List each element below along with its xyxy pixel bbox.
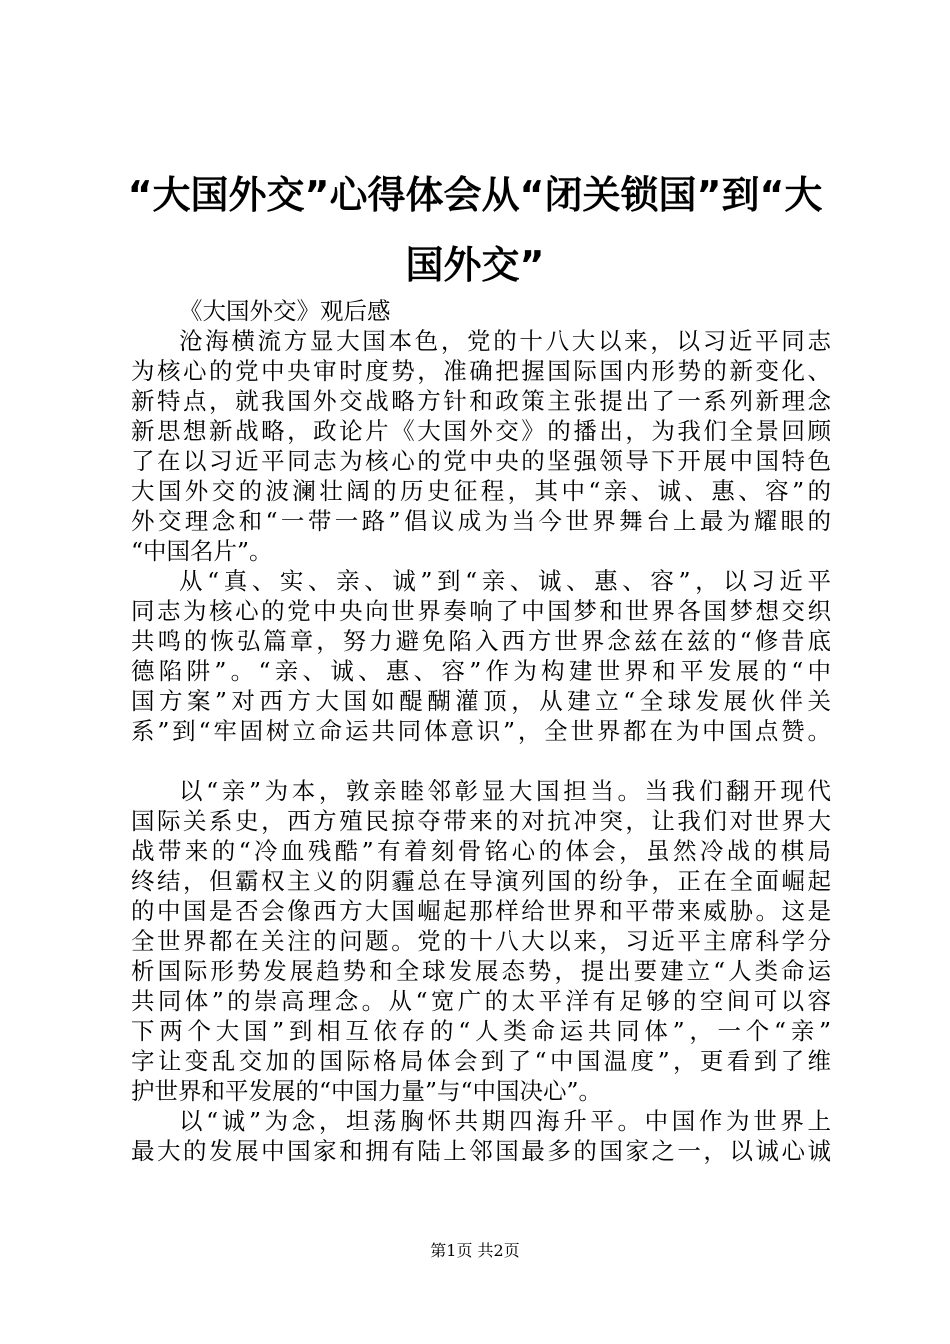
paragraph-line: 以“亲”为本，敦亲睦邻彰显大国担当。当我们翻开现代 [179, 777, 831, 805]
paragraph-line: 护世界和平发展的“中国力量”与“中国决心”。 [131, 1077, 603, 1105]
paragraph-3 [131, 776, 831, 1106]
paragraph-line: 终结，但霸权主义的阴霾总在导演列国的纷争，正在全面崛起 [131, 867, 831, 895]
paragraph-line: 下两个大国”到相互依存的“人类命运共同体”，一个“亲” [131, 1017, 831, 1045]
paragraph-line: 战带来的“冷血残酷”有着刻骨铭心的体会，虽然冷战的棋局 [131, 837, 831, 865]
paragraph-line: “中国名片”。 [131, 537, 273, 565]
page-number: 第1页 共2页 [430, 1241, 520, 1260]
paragraph-4 [131, 1106, 831, 1166]
paragraph-line: 系”到“牢固树立命运共同体意识”，全世界都在为中国点赞。 [131, 717, 831, 745]
paragraph-line: 了在以习近平同志为核心的党中央的坚强领导下开展中国特色 [131, 447, 831, 475]
title-line-2: 国外交” [405, 243, 545, 287]
paragraph-1 [131, 326, 831, 566]
paragraph-line: 共鸣的恢弘篇章，努力避免陷入西方世界念兹在兹的“修昔底 [131, 627, 831, 655]
subtitle: 《大国外交》观后感 [179, 297, 391, 325]
paragraph-line: 国际关系史，西方殖民掠夺带来的对抗冲突，让我们对世界大 [131, 807, 831, 835]
paragraph-line: 同志为核心的党中央向世界奏响了中国梦和世界各国梦想交织 [131, 597, 831, 625]
paragraph-line: 大国外交的波澜壮阔的历史征程，其中“亲、诚、惠、容”的 [131, 477, 831, 505]
paragraph-line: 共同体”的崇高理念。从“宽广的太平洋有足够的空间可以容 [131, 987, 831, 1015]
paragraph-line: 沧海横流方显大国本色，党的十八大以来，以习近平同志 [179, 327, 831, 355]
paragraph-line: 全世界都在关注的问题。党的十八大以来，习近平主席科学分 [131, 927, 831, 955]
paragraph-line: 从“真、实、亲、诚”到“亲、诚、惠、容”，以习近平 [179, 567, 831, 595]
paragraph-line: 新特点，就我国外交战略方针和政策主张提出了一系列新理念 [131, 387, 831, 415]
document-title [120, 160, 830, 300]
paragraph-line: 最大的发展中国家和拥有陆上邻国最多的国家之一，以诚心诚 [131, 1137, 831, 1165]
title-line-1: “大国外交”心得体会从“闭关锁国”到“大 [127, 173, 823, 217]
paragraph-line: 德陷阱”。“亲、诚、惠、容”作为构建世界和平发展的“中 [131, 657, 831, 685]
paragraph-line: 的中国是否会像西方大国崛起那样给世界和平带来威胁。这是 [131, 897, 831, 925]
paragraph-line: 外交理念和“一带一路”倡议成为当今世界舞台上最为耀眼的 [131, 507, 831, 535]
page-footer [0, 1240, 950, 1262]
paragraph-line: 析国际形势发展趋势和全球发展态势，提出要建立“人类命运 [131, 957, 831, 985]
paragraph-line: 为核心的党中央审时度势，准确把握国际国内形势的新变化、 [131, 357, 831, 385]
paragraph-line: 新思想新战略，政论片《大国外交》的播出，为我们全景回顾 [131, 417, 831, 445]
paragraph-2 [131, 566, 831, 746]
paragraph-gap [131, 746, 831, 776]
paragraph-line: 以“诚”为念，坦荡胸怀共期四海升平。中国作为世界上 [179, 1107, 831, 1135]
paragraph-line: 字让变乱交加的国际格局体会到了“中国温度”，更看到了维 [131, 1047, 831, 1075]
paragraph-line: 国方案”对西方大国如醍醐灌顶，从建立“全球发展伙伴关 [131, 687, 831, 715]
document-body [131, 296, 831, 1166]
